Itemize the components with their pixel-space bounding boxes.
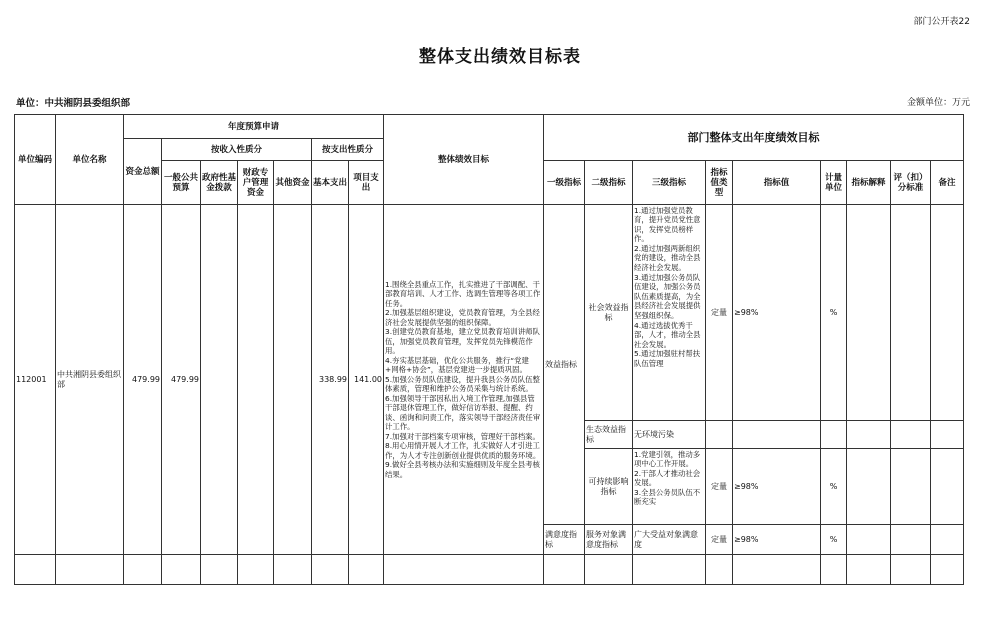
empty-cell bbox=[162, 555, 201, 585]
goal-text-body: 1.围绕全县重点工作，扎实推进了干部调配、干部教育培训、人才工作、选调生管理等各项工作任务。 2.加强基层组织建设，党员教育管理，为全县经济社会发展提供坚强的组织保障。 3.创建党员教育基地，建立党员教育培训讲师队伍，加强党员教育管理，发挥党员先锋模范作用。 4.夯实基层基础，优化公共服务，推行“党建+网格+协会”，基层党建进一步提质巩固。 5.加强公务员队伍建设，提升我县公务员队伍整体素质，管理和维护公务员采集与统计系统。 6.加强领导干部因私出入境工作管理,加强县管干部退休管理工作，做好信访举报、提醒、约谈、函询和问责工作，落实领导干部经济责任审计工作。 7.加强对干部档案专项审核，管理好干部档案。 8.用心用情开展人才工作，扎实做好人才引进工作，为人才专注创新创业提供优质的服务环境。 9.做好全县考核办法和实施细则及年度全县考核结果。 bbox=[385, 279, 541, 479]
ind-satisfaction: 满意度指标 bbox=[544, 525, 585, 555]
ind-service-unit: % bbox=[821, 525, 847, 555]
empty-cell bbox=[733, 555, 821, 585]
header-fiscal-special: 财政专户管理资金 bbox=[238, 161, 274, 205]
empty-cell bbox=[238, 555, 274, 585]
empty-cell bbox=[312, 555, 349, 585]
ind-social-score bbox=[891, 205, 931, 421]
header-level2: 二级指标 bbox=[585, 161, 633, 205]
ind-eco-explain bbox=[847, 421, 891, 449]
row-basic-expense: 338.99 bbox=[312, 205, 349, 555]
empty-cell bbox=[349, 555, 384, 585]
header-measure-unit: 计量单位 bbox=[821, 161, 847, 205]
header-other-funds: 其他资金 bbox=[274, 161, 312, 205]
ind-sustain-explain bbox=[847, 449, 891, 525]
empty-cell bbox=[847, 555, 891, 585]
empty-cell bbox=[585, 555, 633, 585]
header-project-expense: 项目支出 bbox=[349, 161, 384, 205]
ind-sustain-value: ≥98% bbox=[733, 449, 821, 525]
row-unit-code: 112001 bbox=[15, 205, 56, 555]
empty-cell bbox=[633, 555, 706, 585]
ind-social-benefit: 社会效益指标 bbox=[585, 205, 633, 421]
header-value-type: 指标值类型 bbox=[706, 161, 733, 205]
row-other-funds bbox=[274, 205, 312, 555]
ind-eco-remark bbox=[931, 421, 964, 449]
empty-cell bbox=[544, 555, 585, 585]
ind-social-type: 定量 bbox=[706, 205, 733, 421]
row-project-expense: 141.00 bbox=[349, 205, 384, 555]
header-basic-expense: 基本支出 bbox=[312, 161, 349, 205]
header-remark: 备注 bbox=[931, 161, 964, 205]
ind-service-sat: 服务对象满意度指标 bbox=[585, 525, 633, 555]
header-unit-code: 单位编码 bbox=[15, 115, 56, 205]
header-explain: 指标解释 bbox=[847, 161, 891, 205]
ind-sustain-type: 定量 bbox=[706, 449, 733, 525]
ind-eco-score bbox=[891, 421, 931, 449]
sustain-lvl3-body: 1.党建引领，推动多项中心工作开展。 2.干部人才推动社会发展。 3.全县公务员队伍不断充实 bbox=[634, 449, 701, 507]
header-gov-fund: 政府性基金拨款 bbox=[201, 161, 238, 205]
header-unit-name: 单位名称 bbox=[56, 115, 124, 205]
header-level3: 三级指标 bbox=[633, 161, 706, 205]
row-gov-fund bbox=[201, 205, 238, 555]
header-annual-budget: 年度预算申请 bbox=[124, 115, 384, 139]
ind-eco-value bbox=[733, 421, 821, 449]
header-total-funds: 资金总额 bbox=[124, 139, 162, 205]
ind-sustain-score bbox=[891, 449, 931, 525]
ind-service-explain bbox=[847, 525, 891, 555]
empty-cell bbox=[201, 555, 238, 585]
ind-sustain-lvl3 bbox=[633, 449, 706, 525]
empty-cell bbox=[384, 555, 544, 585]
ind-service-remark bbox=[931, 525, 964, 555]
row-total-funds: 479.99 bbox=[124, 205, 162, 555]
ind-benefit: 效益指标 bbox=[544, 205, 585, 525]
ind-social-remark bbox=[931, 205, 964, 421]
header-overall-goal: 整体绩效目标 bbox=[384, 115, 544, 205]
page-title: 整体支出绩效目标表 bbox=[419, 47, 581, 67]
ind-eco-unit bbox=[821, 421, 847, 449]
empty-cell bbox=[821, 555, 847, 585]
ind-service-type: 定量 bbox=[706, 525, 733, 555]
row-unit-name: 中共湘阴县委组织部 bbox=[56, 205, 124, 555]
social-lvl3-body: 1.通过加强党员教育，提升党员党性意识，发挥党员榜样作。 2.通过加强两新组织党的建设，推动全县经济社会发展。 3.通过加强公务员队伍建设，加强公务员队伍素质提高，为全县经济社会发展提供坚强组织保。 4.通过选拔优秀干部，人才，推动全县社会发展。 5.通过加强驻村帮扶队伍管理 bbox=[634, 205, 701, 368]
ind-sustain: 可持续影响指标 bbox=[585, 449, 633, 525]
money-unit-label: 金额单位：万元 bbox=[906, 98, 970, 108]
header-by-income: 按收入性质分 bbox=[162, 139, 312, 161]
unit-label: 单位：中共湘阴县委组织部 bbox=[16, 98, 131, 109]
row-goal-text bbox=[384, 205, 544, 555]
header-score-standard: 评（扣）分标准 bbox=[891, 161, 931, 205]
ind-sustain-remark bbox=[931, 449, 964, 525]
ind-eco-benefit: 生态效益指标 bbox=[585, 421, 633, 449]
ind-social-value: ≥98% bbox=[733, 205, 821, 421]
ind-sustain-unit: % bbox=[821, 449, 847, 525]
ind-eco-lvl3: 无环境污染 bbox=[633, 421, 706, 449]
ind-social-unit: % bbox=[821, 205, 847, 421]
header-value: 指标值 bbox=[733, 161, 821, 205]
empty-cell bbox=[124, 555, 162, 585]
header-level1: 一级指标 bbox=[544, 161, 585, 205]
performance-table bbox=[14, 114, 964, 585]
header-by-expense: 按支出性质分 bbox=[312, 139, 384, 161]
header-general-budget: 一般公共预算 bbox=[162, 161, 201, 205]
ind-service-value: ≥98% bbox=[733, 525, 821, 555]
row-general-budget: 479.99 bbox=[162, 205, 201, 555]
empty-cell bbox=[15, 555, 56, 585]
ind-social-explain bbox=[847, 205, 891, 421]
empty-cell bbox=[274, 555, 312, 585]
empty-cell bbox=[706, 555, 733, 585]
empty-cell bbox=[931, 555, 964, 585]
empty-cell bbox=[891, 555, 931, 585]
ind-eco-type bbox=[706, 421, 733, 449]
ind-social-lvl3 bbox=[633, 205, 706, 421]
page-label: 部门公开表22 bbox=[913, 17, 970, 27]
row-fiscal-special bbox=[238, 205, 274, 555]
empty-cell bbox=[56, 555, 124, 585]
header-dept-goal: 部门整体支出年度绩效目标 bbox=[544, 115, 964, 161]
ind-service-lvl3: 广大受益对象满意度 bbox=[633, 525, 706, 555]
ind-service-score bbox=[891, 525, 931, 555]
